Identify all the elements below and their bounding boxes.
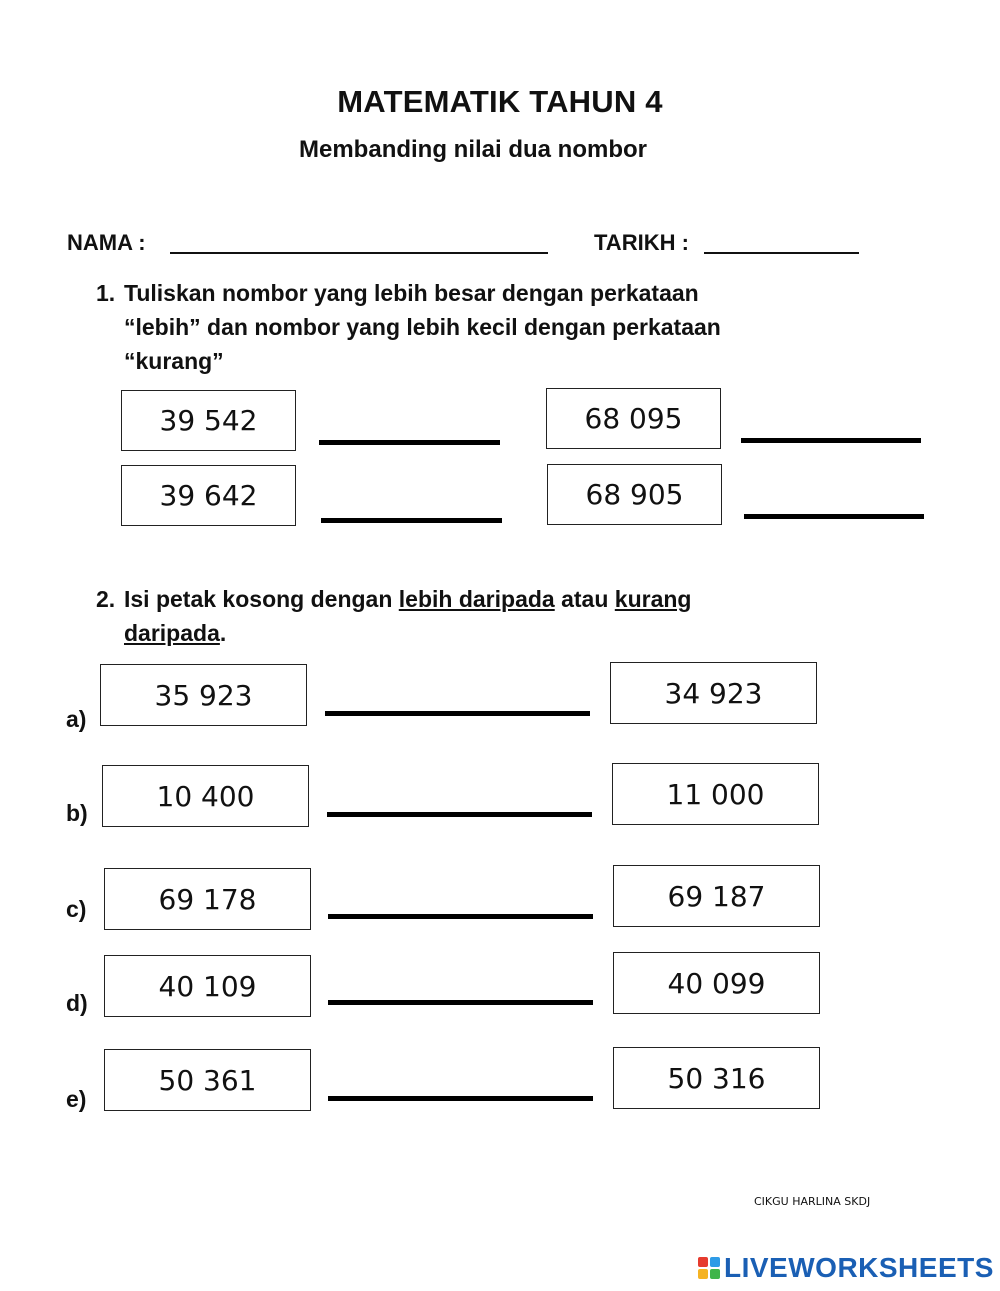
- question-2-number: 2.: [96, 586, 116, 612]
- question-2-text: Isi petak kosong dengan: [124, 586, 399, 612]
- row-b-left-number: 10 400: [102, 765, 309, 827]
- q1-number-box-4: 68 905: [547, 464, 722, 525]
- row-e-label: e): [66, 1086, 87, 1112]
- name-input-line[interactable]: [170, 252, 548, 254]
- liveworksheets-wordmark: LIVEWORKSHEETS: [724, 1252, 994, 1283]
- row-c-label: c): [66, 896, 87, 922]
- option-daripada: daripada: [124, 620, 220, 646]
- row-e-left-number: 50 361: [104, 1049, 311, 1111]
- page-subtitle: Membanding nilai dua nombor: [299, 136, 647, 163]
- row-b-label: b): [66, 800, 88, 826]
- row-a-left-number: 35 923: [100, 664, 307, 726]
- date-label: TARIKH :: [594, 230, 689, 255]
- row-a-answer-blank[interactable]: [325, 711, 590, 716]
- question-2-end: .: [219, 620, 227, 646]
- row-c-left-number: 69 178: [104, 868, 311, 930]
- liveworksheets-brand[interactable]: [698, 1252, 994, 1284]
- date-input-line[interactable]: [704, 252, 859, 254]
- question-1-line-1: Tuliskan nombor yang lebih besar dengan perkataan: [124, 280, 699, 306]
- author-credit: CIKGU HARLINA SKDJ: [754, 1195, 871, 1208]
- q1-answer-blank-2[interactable]: [321, 518, 502, 523]
- name-label: NAMA :: [67, 230, 146, 255]
- q1-number-box-3: 68 095: [546, 388, 721, 449]
- row-a-label: a): [66, 706, 87, 732]
- question-1-number: 1.: [96, 280, 116, 306]
- q1-answer-blank-3[interactable]: [741, 438, 921, 443]
- question-2-text-mid: atau: [554, 586, 615, 612]
- option-kurang: kurang: [614, 586, 692, 612]
- row-e-right-number: 50 316: [613, 1047, 820, 1109]
- question-1: [96, 276, 896, 378]
- q1-answer-blank-4[interactable]: [744, 514, 924, 519]
- q1-answer-blank-1[interactable]: [319, 440, 500, 445]
- row-c-answer-blank[interactable]: [328, 914, 593, 919]
- q1-number-box-1: 39 542: [121, 390, 296, 451]
- question-1-line-3: “kurang”: [124, 348, 224, 374]
- row-a-right-number: 34 923: [610, 662, 817, 724]
- row-e-answer-blank[interactable]: [328, 1096, 593, 1101]
- row-d-answer-blank[interactable]: [328, 1000, 593, 1005]
- option-lebih-daripada: lebih daripada: [398, 586, 555, 612]
- question-1-line-2: “lebih” dan nombor yang lebih kecil dengan perkataan: [124, 314, 721, 340]
- row-d-right-number: 40 099: [613, 952, 820, 1014]
- page-title: MATEMATIK TAHUN 4: [337, 84, 663, 119]
- row-c-right-number: 69 187: [613, 865, 820, 927]
- row-b-answer-blank[interactable]: [327, 812, 592, 817]
- row-b-right-number: 11 000: [612, 763, 819, 825]
- q1-number-box-2: 39 642: [121, 465, 296, 526]
- question-2: [96, 582, 896, 650]
- liveworksheets-logo-icon: [698, 1257, 720, 1279]
- row-d-left-number: 40 109: [104, 955, 311, 1017]
- row-d-label: d): [66, 990, 88, 1016]
